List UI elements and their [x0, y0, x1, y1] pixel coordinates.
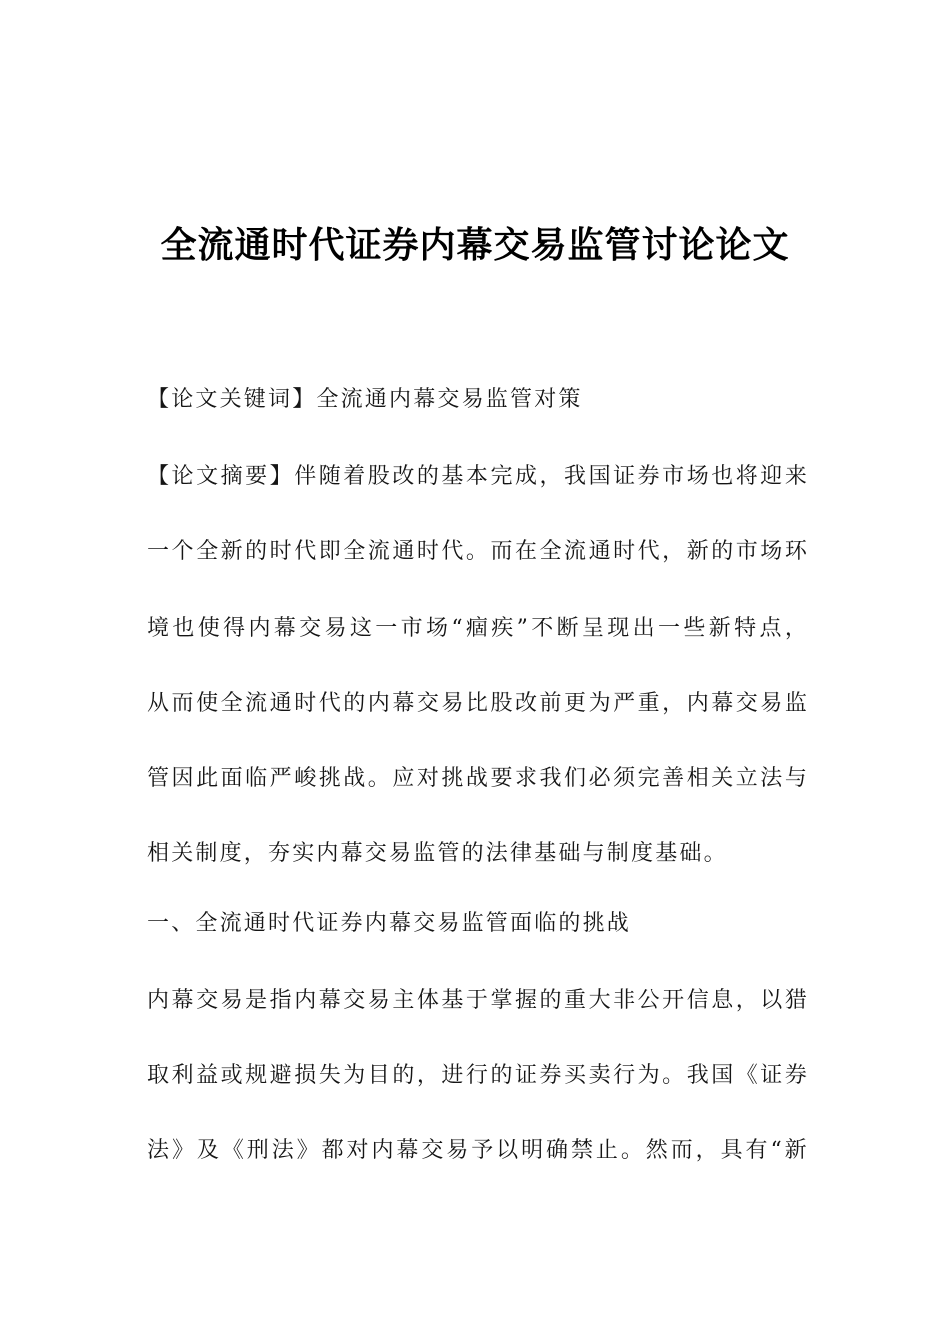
text-char: 掌: [490, 988, 513, 1013]
text-char: 环: [784, 539, 807, 564]
text-char: 然: [645, 1138, 668, 1163]
text-char: 国: [588, 464, 611, 489]
text-char: 法: [760, 766, 783, 791]
text-char: 基: [441, 464, 464, 489]
text-char: 呈: [581, 616, 604, 641]
text-char: 利: [171, 1063, 194, 1088]
text-char: 时: [613, 539, 636, 564]
text-char: 法: [147, 1138, 170, 1163]
body-line-justified: [147, 763, 807, 795]
text-char: 疾: [491, 616, 514, 641]
text-char: 因: [171, 766, 194, 791]
text-char: 予: [471, 1138, 494, 1163]
text-char: 新: [220, 539, 243, 564]
text-char: 于: [465, 988, 488, 1013]
text-char: 代: [318, 691, 341, 716]
text-char: 流: [367, 539, 390, 564]
text-char: 应: [392, 766, 415, 791]
text-char: 猎: [784, 988, 807, 1013]
text-char: 流: [564, 539, 587, 564]
text-char: 要: [490, 766, 513, 791]
text-char: 。: [367, 766, 390, 791]
text-char: 即: [318, 539, 341, 564]
text-char: 为: [637, 1063, 660, 1088]
text-char: 更: [564, 691, 587, 716]
text-char: 信: [686, 988, 709, 1013]
text-char: 必: [588, 766, 611, 791]
text-char: ，: [539, 464, 562, 489]
text-char: 新: [708, 616, 731, 641]
text-char: 主: [392, 988, 415, 1013]
text-char: 》: [296, 1138, 319, 1163]
text-char: 【: [147, 464, 170, 489]
text-char: 全: [196, 539, 219, 564]
text-char: 全: [539, 539, 562, 564]
text-char: 进: [441, 1063, 464, 1088]
text-char: 】: [269, 464, 292, 489]
text-char: 严: [613, 691, 636, 716]
text-char: 本: [465, 464, 488, 489]
text-char: 我: [564, 464, 587, 489]
text-char: ，: [662, 539, 685, 564]
text-char: 避: [269, 1063, 292, 1088]
text-char: 息: [711, 988, 734, 1013]
text-char: 国: [711, 1063, 734, 1088]
text-char: 重: [564, 988, 587, 1013]
text-char: 禁: [570, 1138, 593, 1163]
text-char: 一: [375, 616, 398, 641]
text-char: 握: [514, 988, 537, 1013]
text-char: 易: [760, 691, 783, 716]
text-char: 及: [196, 1138, 219, 1163]
text-char: 规: [245, 1063, 268, 1088]
text-char: 须: [613, 766, 636, 791]
text-char: 与: [784, 766, 807, 791]
text-char: 交: [343, 988, 366, 1013]
text-char: 股: [490, 691, 513, 716]
text-char: 市: [735, 539, 758, 564]
text-char: 挑: [441, 766, 464, 791]
text-char: 券: [637, 464, 660, 489]
text-char: 个: [171, 539, 194, 564]
text-char: 我: [686, 1063, 709, 1088]
text-char: 幕: [392, 691, 415, 716]
text-char: 易: [220, 988, 243, 1013]
body-line-justified: [147, 1135, 807, 1167]
text-char: 失: [318, 1063, 341, 1088]
body-line-justified: [147, 985, 807, 1017]
text-char: 内: [367, 691, 390, 716]
text-char: 易: [441, 691, 464, 716]
text-char: 特: [734, 616, 757, 641]
text-char: 通: [588, 539, 611, 564]
text-char: 交: [299, 616, 322, 641]
text-char: ，: [416, 1063, 439, 1088]
text-char: 摘: [220, 464, 243, 489]
text-char: 成: [514, 464, 537, 489]
text-char: 幕: [396, 1138, 419, 1163]
text-char: 内: [686, 691, 709, 716]
document-title: 全流通时代证券内幕交易监管讨论论文: [160, 225, 790, 266]
text-char: 论: [171, 464, 194, 489]
text-char: 证: [613, 464, 636, 489]
text-char: 幕: [318, 988, 341, 1013]
text-char: 时: [269, 539, 292, 564]
text-char: 峻: [294, 766, 317, 791]
text-char: 境: [147, 616, 170, 641]
text-char: ，: [695, 1138, 718, 1163]
text-char: ，: [784, 616, 807, 641]
text-char: 场: [760, 539, 783, 564]
text-char: 止: [595, 1138, 618, 1163]
text-char: 我: [539, 766, 562, 791]
text-char: 关: [711, 766, 734, 791]
body-line-justified: [147, 461, 807, 493]
text-char: 大: [588, 988, 611, 1013]
text-char: 易: [446, 1138, 469, 1163]
text-char: 出: [632, 616, 655, 641]
text-char: 代: [294, 539, 317, 564]
text-char: 伴: [294, 464, 317, 489]
text-char: 买: [564, 1063, 587, 1088]
text-char: 是: [245, 988, 268, 1013]
body-line-justified: [147, 613, 807, 645]
text-char: 幕: [171, 988, 194, 1013]
text-char: 流: [245, 691, 268, 716]
text-char: 些: [683, 616, 706, 641]
text-char: 前: [539, 691, 562, 716]
text-char: 内: [147, 988, 170, 1013]
text-char: 的: [490, 1063, 513, 1088]
text-char: 随: [318, 464, 341, 489]
text-char: 公: [637, 988, 660, 1013]
text-char: 的: [416, 464, 439, 489]
text-char: 现: [607, 616, 630, 641]
text-char: 内: [294, 988, 317, 1013]
text-char: 基: [441, 988, 464, 1013]
text-char: 立: [735, 766, 758, 791]
text-char: 明: [521, 1138, 544, 1163]
text-char: 迎: [760, 464, 783, 489]
text-char: 内: [248, 616, 271, 641]
text-char: 交: [416, 691, 439, 716]
text-char: 的: [343, 691, 366, 716]
text-char: 场: [686, 464, 709, 489]
text-char: 《: [221, 1138, 244, 1163]
text-char: “: [451, 616, 463, 641]
text-char: 将: [735, 464, 758, 489]
text-char: 易: [324, 616, 347, 641]
text-char: 体: [416, 988, 439, 1013]
text-char: 交: [735, 691, 758, 716]
text-char: 内: [371, 1138, 394, 1163]
text-char: 取: [147, 1063, 170, 1088]
text-char: 断: [556, 616, 579, 641]
text-char: 文: [196, 464, 219, 489]
text-char: 完: [637, 766, 660, 791]
text-char: 幕: [711, 691, 734, 716]
text-char: 券: [784, 1063, 807, 1088]
text-char: 通: [269, 691, 292, 716]
text-char: 改: [392, 464, 415, 489]
text-char: 来: [784, 464, 807, 489]
text-char: 行: [465, 1063, 488, 1088]
text-char: 在: [514, 539, 537, 564]
text-char: 券: [539, 1063, 562, 1088]
text-char: 使: [196, 691, 219, 716]
text-char: 要: [245, 464, 268, 489]
text-char: 对: [346, 1138, 369, 1163]
text-char: ，: [735, 988, 758, 1013]
section-heading: 一、全流通时代证券内幕交易监管面临的挑战: [147, 911, 632, 936]
text-char: 严: [269, 766, 292, 791]
text-char: 或: [220, 1063, 243, 1088]
text-char: 市: [662, 464, 685, 489]
body-line-last: 相关制度，夯实内幕交易监管的法律基础与制度基础。: [147, 841, 728, 866]
text-char: 一: [658, 616, 681, 641]
text-char: 非: [613, 988, 636, 1013]
text-char: 《: [735, 1063, 758, 1088]
text-char: 的: [539, 988, 562, 1013]
text-char: 的: [245, 539, 268, 564]
text-char: 指: [269, 988, 292, 1013]
text-char: 管: [147, 766, 170, 791]
body-line-justified: [147, 688, 807, 720]
text-char: 为: [588, 691, 611, 716]
text-char: 临: [245, 766, 268, 791]
text-char: 具: [720, 1138, 743, 1163]
text-char: 以: [760, 988, 783, 1013]
text-char: 完: [490, 464, 513, 489]
text-char: 重: [637, 691, 660, 716]
text-char: 。: [662, 1063, 685, 1088]
text-char: 法: [271, 1138, 294, 1163]
text-char: 面: [220, 766, 243, 791]
text-char: 们: [564, 766, 587, 791]
text-char: 市: [400, 616, 423, 641]
text-char: 而: [670, 1138, 693, 1163]
text-char: 场: [425, 616, 448, 641]
text-char: 。: [465, 539, 488, 564]
text-char: 的: [711, 539, 734, 564]
text-char: 着: [343, 464, 366, 489]
text-char: 有: [745, 1138, 768, 1163]
text-char: 一: [147, 539, 170, 564]
text-char: 目: [367, 1063, 390, 1088]
text-char: 为: [343, 1063, 366, 1088]
text-char: 而: [490, 539, 513, 564]
text-char: 相: [686, 766, 709, 791]
text-char: 股: [367, 464, 390, 489]
text-char: 卖: [588, 1063, 611, 1088]
text-char: ，: [662, 691, 685, 716]
text-char: ”: [516, 616, 528, 641]
text-char: 的: [392, 1063, 415, 1088]
text-char: 代: [637, 539, 660, 564]
body-line-justified: [147, 536, 807, 568]
text-char: 都: [321, 1138, 344, 1163]
text-char: “: [770, 1138, 782, 1163]
text-char: 以: [496, 1138, 519, 1163]
text-char: 而: [171, 691, 194, 716]
text-char: 易: [367, 988, 390, 1013]
text-char: 也: [711, 464, 734, 489]
text-char: 不: [531, 616, 554, 641]
text-char: 代: [441, 539, 464, 564]
keywords-line: 【论文关键词】全流通内幕交易监管对策: [147, 387, 583, 412]
text-char: 点: [759, 616, 782, 641]
text-char: 刑: [246, 1138, 269, 1163]
text-char: 通: [392, 539, 415, 564]
text-char: 全: [343, 539, 366, 564]
text-char: 。: [620, 1138, 643, 1163]
text-char: 新: [686, 539, 709, 564]
text-char: 也: [172, 616, 195, 641]
text-char: 益: [196, 1063, 219, 1088]
text-char: 痼: [465, 616, 488, 641]
text-char: 监: [784, 691, 807, 716]
text-char: 证: [760, 1063, 783, 1088]
text-char: 幕: [273, 616, 296, 641]
text-char: 得: [223, 616, 246, 641]
text-char: 这: [349, 616, 372, 641]
text-char: 确: [546, 1138, 569, 1163]
body-line-justified: [147, 1060, 807, 1092]
text-char: 战: [343, 766, 366, 791]
text-char: 》: [171, 1138, 194, 1163]
text-char: 对: [416, 766, 439, 791]
text-char: 战: [465, 766, 488, 791]
text-char: 从: [147, 691, 170, 716]
text-char: 挑: [318, 766, 341, 791]
text-char: 开: [662, 988, 685, 1013]
text-char: 行: [613, 1063, 636, 1088]
text-char: 时: [416, 539, 439, 564]
text-char: 善: [662, 766, 685, 791]
text-char: 此: [196, 766, 219, 791]
text-char: 交: [421, 1138, 444, 1163]
text-char: 时: [294, 691, 317, 716]
text-char: 全: [220, 691, 243, 716]
text-char: 改: [514, 691, 537, 716]
text-char: 损: [294, 1063, 317, 1088]
text-char: 新: [784, 1138, 807, 1163]
text-char: 交: [196, 988, 219, 1013]
text-char: 证: [514, 1063, 537, 1088]
text-char: 比: [465, 691, 488, 716]
text-char: 求: [514, 766, 537, 791]
text-char: 使: [197, 616, 220, 641]
